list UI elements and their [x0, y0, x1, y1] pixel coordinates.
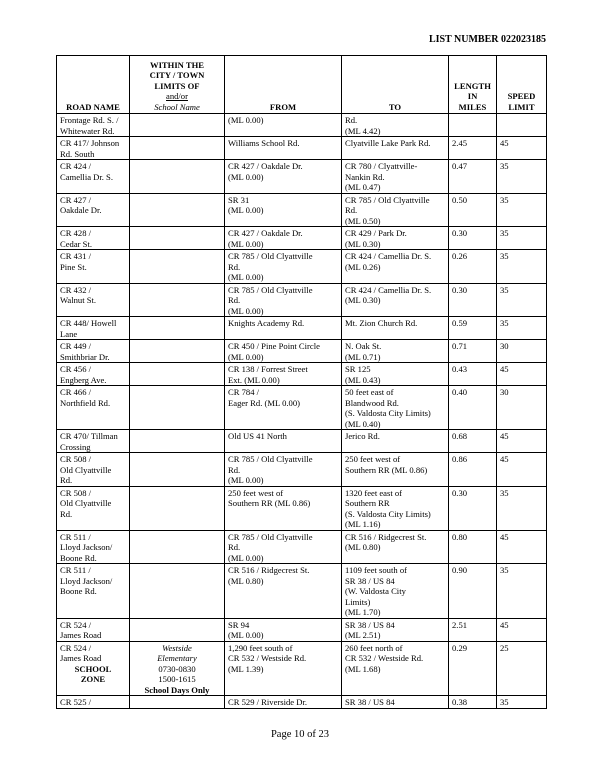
length-cell: 0.90: [449, 564, 497, 619]
to-cell: [342, 618, 449, 641]
length-cell: 0.68: [449, 430, 497, 453]
table-body: [57, 114, 547, 709]
road-name-cell: [57, 340, 130, 363]
to-cell: [342, 486, 449, 530]
from-cell: [225, 160, 342, 194]
school-name: Westside: [162, 642, 192, 653]
to-cell-line: CR 424 / Camellia Dr. S.: [345, 284, 432, 295]
speed-limit-cell: 35: [497, 283, 547, 317]
length-cell: 0.59: [449, 317, 497, 340]
table-row: [57, 564, 547, 619]
road-name-cell-line: James Road: [60, 653, 102, 663]
header-within-and-or: and/or: [166, 91, 188, 101]
road-name-cell-line: Crossing: [60, 441, 91, 452]
from-cell-line: Ext. (ML 0.00): [228, 374, 280, 385]
road-name-cell: [57, 250, 130, 284]
from-cell-line: Knights Academy Rd.: [228, 318, 305, 328]
from-cell: [225, 340, 342, 363]
to-cell-line: (ML 4.42): [345, 125, 381, 136]
to-cell-line: 1109 feet south of: [345, 565, 407, 575]
table-row: [57, 696, 547, 709]
header-within-line: WITHIN THE: [149, 59, 205, 70]
length-cell: 0.29: [449, 641, 497, 696]
to-cell-line: (ML 0.30): [345, 238, 381, 249]
to-cell-line: 260 feet north of: [345, 642, 403, 653]
to-cell-line: CR 532 / Westside Rd.: [345, 653, 424, 663]
road-name-cell-line: Walnut St.: [60, 295, 97, 305]
to-cell-line: Rd.: [345, 205, 358, 215]
road-name-cell: [57, 564, 130, 619]
road-name-cell-line: CR 466 /: [60, 387, 92, 397]
road-name-cell: [57, 386, 130, 430]
from-cell-line: CR 785 / Old Clyattville: [228, 251, 313, 261]
to-cell: [342, 430, 449, 453]
within-limits-cell: [130, 363, 225, 386]
length-cell: 0.43: [449, 363, 497, 386]
to-cell-line: (ML 2.51): [345, 630, 381, 640]
from-cell-line: CR 532 / Westside Rd.: [228, 653, 307, 663]
to-cell-line: (ML 0.50): [345, 215, 381, 226]
from-cell: [225, 137, 342, 160]
to-cell-line: 50 feet east of: [345, 387, 394, 397]
from-cell-line: CR 785 / Old Clyattville: [228, 284, 313, 295]
to-cell-line: SR 38 / US 84: [345, 697, 395, 707]
table-row: [57, 160, 547, 194]
from-cell: [225, 486, 342, 530]
road-name-cell-line: Boone Rd.: [60, 552, 97, 563]
road-name-cell-line: Oakdale Dr.: [60, 205, 102, 215]
from-cell-line: CR 785 / Old Clyattville: [228, 454, 313, 464]
within-limits-cell: [130, 317, 225, 340]
header-within-line: CITY / TOWN: [149, 70, 205, 80]
road-name-cell-line: CR 525 /: [60, 697, 92, 707]
to-cell-line: (ML 1.68): [345, 663, 381, 674]
to-cell-line: SR 38 / US 84: [345, 575, 395, 586]
to-cell-line: CR 429 / Park Dr.: [345, 228, 407, 238]
road-name-cell-line: Lloyd Jackson/: [60, 575, 113, 586]
road-name-cell-line: Cedar St.: [60, 238, 92, 249]
table-header-row: [57, 56, 547, 114]
within-limits-cell: [130, 486, 225, 530]
from-cell-line: Rd.: [228, 542, 241, 552]
from-cell-line: CR 529 / Riverside Dr.: [228, 697, 308, 707]
to-cell: [342, 530, 449, 564]
length-cell: 0.40: [449, 386, 497, 430]
length-cell: 0.71: [449, 340, 497, 363]
road-name-cell: [57, 430, 130, 453]
from-cell-line: CR 427 / Oakdale Dr.: [228, 161, 303, 171]
header-length-line: IN: [467, 91, 478, 101]
from-cell-line: (ML 0.00): [228, 115, 264, 125]
road-name-cell: [57, 618, 130, 641]
speed-limit-cell: 35: [497, 564, 547, 619]
school-zone-time: 0730-0830: [158, 663, 196, 674]
length-cell: 0.80: [449, 530, 497, 564]
table-row: [57, 618, 547, 641]
to-cell: [342, 340, 449, 363]
to-cell-line: Jerico Rd.: [345, 431, 380, 441]
header-within: [130, 56, 225, 114]
within-limits-cell: [130, 227, 225, 250]
road-name-cell: [57, 696, 130, 709]
from-cell: [225, 250, 342, 284]
road-name-cell-line: Rd.: [60, 508, 73, 519]
within-limits-cell: [130, 618, 225, 641]
within-limits-cell: [130, 430, 225, 453]
road-name-cell-line: Rd. South: [60, 148, 95, 159]
road-name-cell-line: Frontage Rd. S. /: [60, 115, 119, 125]
from-cell: [225, 453, 342, 487]
within-limits-cell: [130, 386, 225, 430]
to-cell: [342, 283, 449, 317]
from-cell-line: Rd.: [228, 295, 241, 305]
from-cell-line: CR 784 /: [228, 387, 260, 397]
road-name-cell: [57, 363, 130, 386]
to-cell-line: CR 785 / Old Clyattville: [345, 194, 430, 205]
speed-limit-cell: 35: [497, 317, 547, 340]
to-cell-line: (ML 0.71): [345, 351, 381, 362]
to-cell-line: Clyatville Lake Park Rd.: [345, 138, 431, 148]
to-cell: [342, 564, 449, 619]
to-cell: [342, 696, 449, 709]
within-limits-cell: [130, 250, 225, 284]
road-name-cell-line: CR 470/ Tillman: [60, 431, 118, 441]
to-cell: [342, 193, 449, 227]
speed-limit-cell: 45: [497, 618, 547, 641]
to-cell-line: (ML 0.40): [345, 418, 381, 429]
header-from: FROM: [225, 56, 342, 114]
speed-limit-cell: 30: [497, 340, 547, 363]
to-cell-line: SR 125: [345, 364, 371, 374]
from-cell-line: Southern RR (ML 0.86): [228, 498, 311, 508]
table-row: [57, 114, 547, 137]
road-name-cell: [57, 530, 130, 564]
length-cell: 0.30: [449, 227, 497, 250]
to-cell-line: (W. Valdosta City: [345, 586, 406, 596]
speed-limit-cell: 45: [497, 137, 547, 160]
road-name-cell-line: CR 456 /: [60, 364, 92, 374]
header-speed-line: LIMIT: [508, 101, 535, 112]
within-limits-cell: [130, 696, 225, 709]
header-length-line: LENGTH: [454, 80, 491, 91]
from-cell: [225, 564, 342, 619]
from-cell-line: Old US 41 North: [228, 431, 287, 441]
from-cell-line: (ML 0.00): [228, 351, 264, 362]
to-cell-line: Blandwood Rd.: [345, 397, 399, 408]
header-to: TO: [342, 56, 449, 114]
road-name-cell-line: CR 508 /: [60, 454, 92, 464]
within-limits-cell: [130, 340, 225, 363]
to-cell-line: (ML 0.80): [345, 542, 381, 552]
road-name-cell-line: Old Clyattville: [60, 498, 112, 508]
school-zone-label: SCHOOL: [74, 663, 112, 674]
within-limits-cell: [130, 193, 225, 227]
table-row: [57, 193, 547, 227]
road-name-cell-line: Pine St.: [60, 261, 87, 272]
header-length-line: MILES: [458, 101, 487, 112]
within-limits-cell: [130, 114, 225, 137]
road-name-cell: [57, 114, 130, 137]
header-speed-line: SPEED: [507, 91, 536, 101]
length-cell: 0.47: [449, 160, 497, 194]
length-cell: 0.30: [449, 283, 497, 317]
to-cell-line: 250 feet west of: [345, 454, 401, 464]
to-cell-line: (ML 0.30): [345, 295, 381, 305]
table-row: [57, 641, 547, 696]
speed-limit-cell: 35: [497, 250, 547, 284]
within-limits-cell: [130, 530, 225, 564]
from-cell: [225, 530, 342, 564]
table-row: [57, 453, 547, 487]
to-cell-line: Rd.: [345, 115, 358, 125]
road-name-cell: [57, 641, 130, 696]
to-cell-line: (ML 0.26): [345, 261, 381, 272]
within-limits-cell: [130, 641, 225, 696]
table-row: [57, 283, 547, 317]
to-cell-line: Mt. Zion Church Rd.: [345, 318, 418, 328]
road-name-cell: [57, 227, 130, 250]
road-name-cell-line: James Road: [60, 630, 102, 640]
road-name-cell: [57, 453, 130, 487]
speed-limit-cell: 45: [497, 430, 547, 453]
road-name-cell-line: CR 449 /: [60, 341, 92, 351]
from-cell-line: (ML 0.00): [228, 630, 264, 640]
to-cell: [342, 137, 449, 160]
within-limits-cell: [130, 564, 225, 619]
road-name-cell-line: CR 511 /: [60, 531, 91, 542]
road-name-cell-line: Boone Rd.: [60, 586, 97, 596]
to-cell-line: Limits): [345, 596, 371, 607]
from-cell-line: SR 31: [228, 194, 250, 205]
table-row: [57, 137, 547, 160]
table-row: [57, 430, 547, 453]
speed-limit-cell: 45: [497, 453, 547, 487]
to-cell-line: (ML 0.43): [345, 374, 381, 385]
road-name-cell: [57, 283, 130, 317]
table-row: [57, 363, 547, 386]
header-length: [449, 56, 497, 114]
list-number: LIST NUMBER 022023185: [428, 34, 546, 45]
length-cell: 0.50: [449, 193, 497, 227]
road-name-cell-line: CR 428 /: [60, 228, 92, 238]
to-cell-line: (ML 1.16): [345, 519, 381, 529]
length-cell: [449, 114, 497, 137]
road-name-cell-line: CR 427 /: [60, 194, 92, 205]
road-name-cell-line: CR 432 /: [60, 284, 92, 295]
from-cell-line: (ML 0.00): [228, 238, 264, 249]
school-zone-days: School Days Only: [144, 684, 210, 695]
road-name-cell-line: Smithbriar Dr.: [60, 351, 110, 362]
school-zone-label: ZONE: [80, 674, 106, 684]
road-name-cell-line: CR 511 /: [60, 565, 91, 575]
road-name-cell-line: CR 524 /: [60, 619, 92, 630]
from-cell-line: (ML 0.00): [228, 205, 264, 215]
speed-limit-cell: 30: [497, 386, 547, 430]
from-cell-line: (ML 0.00): [228, 305, 264, 316]
header-road-name: ROAD NAME: [57, 56, 130, 114]
from-cell-line: (ML 0.00): [228, 272, 264, 282]
speed-limit-cell: [497, 114, 547, 137]
to-cell: [342, 250, 449, 284]
from-cell: [225, 386, 342, 430]
table-row: [57, 250, 547, 284]
speed-limit-cell: 35: [497, 486, 547, 530]
road-name-cell: [57, 193, 130, 227]
to-cell-line: (ML 0.47): [345, 182, 381, 192]
speed-limit-cell: 35: [497, 227, 547, 250]
road-speed-table: [56, 55, 547, 709]
road-name-cell-line: CR 524 /: [60, 642, 92, 653]
to-cell: [342, 114, 449, 137]
to-cell-line: CR 424 / Camellia Dr. S.: [345, 251, 432, 261]
road-name-cell: [57, 486, 130, 530]
road-name-cell-line: Whitewater Rd.: [60, 125, 115, 136]
from-cell-line: Eager Rd. (ML 0.00): [228, 397, 300, 408]
road-name-cell-line: Northfield Rd.: [60, 397, 111, 408]
from-cell: [225, 283, 342, 317]
from-cell: [225, 193, 342, 227]
table-row: [57, 486, 547, 530]
to-cell-line: 1320 feet east of: [345, 487, 403, 498]
to-cell-line: Nankin Rd.: [345, 171, 385, 182]
from-cell-line: Rd.: [228, 464, 241, 475]
header-speed: [497, 56, 547, 114]
road-name-cell-line: Lane: [60, 328, 78, 339]
to-cell-line: Southern RR: [345, 498, 390, 508]
to-cell-line: CR 516 / Ridgecrest St.: [345, 531, 427, 542]
header-within-line: LIMITS OF: [154, 80, 200, 91]
from-cell-line: (ML 0.00): [228, 552, 264, 563]
speed-limit-cell: 45: [497, 530, 547, 564]
from-cell-line: (ML 1.39): [228, 663, 264, 674]
to-cell: [342, 227, 449, 250]
from-cell-line: SR 94: [228, 619, 250, 630]
road-name-cell-line: CR 417/ Johnson: [60, 138, 120, 148]
road-name-cell: [57, 137, 130, 160]
road-name-cell-line: CR 508 /: [60, 487, 92, 498]
table-row: [57, 227, 547, 250]
speed-limit-cell: 35: [497, 160, 547, 194]
from-cell: [225, 696, 342, 709]
to-cell: [342, 641, 449, 696]
school-name: Elementary: [157, 653, 197, 663]
speed-limit-cell: 25: [497, 641, 547, 696]
to-cell-line: CR 780 / Clyattville-: [345, 161, 418, 171]
from-cell-line: CR 516 / Ridgecrest St.: [228, 565, 310, 575]
speed-limit-cell: 35: [497, 193, 547, 227]
length-cell: 0.26: [449, 250, 497, 284]
length-cell: 0.30: [449, 486, 497, 530]
from-cell: [225, 363, 342, 386]
road-name-cell-line: Old Clyattville: [60, 464, 112, 475]
road-name-cell-line: Lloyd Jackson/: [60, 542, 113, 552]
road-name-cell-line: CR 431 /: [60, 251, 92, 261]
within-limits-cell: [130, 283, 225, 317]
speed-limit-cell: 35: [497, 696, 547, 709]
to-cell: [342, 386, 449, 430]
road-name-cell-line: Engberg Ave.: [60, 374, 107, 385]
from-cell: [225, 430, 342, 453]
to-cell: [342, 160, 449, 194]
page-number: Page 10 of 23: [270, 729, 330, 740]
from-cell-line: 1,290 feet south of: [228, 642, 293, 653]
header-within-school: School Name: [154, 101, 200, 112]
from-cell: [225, 618, 342, 641]
from-cell-line: CR 785 / Old Clyattville: [228, 531, 313, 542]
from-cell-line: (ML 0.80): [228, 575, 264, 586]
length-cell: 0.38: [449, 696, 497, 709]
to-cell-line: (S. Valdosta City Limits): [345, 408, 431, 418]
from-cell-line: Rd.: [228, 261, 241, 272]
road-name-cell: [57, 160, 130, 194]
within-limits-cell: [130, 137, 225, 160]
from-cell-line: (ML 0.00): [228, 171, 264, 182]
from-cell-line: (ML 0.00): [228, 475, 264, 485]
table-row: [57, 530, 547, 564]
within-limits-cell: [130, 160, 225, 194]
length-cell: 0.86: [449, 453, 497, 487]
road-name-cell-line: Rd.: [60, 475, 73, 485]
road-name-cell-line: CR 424 /: [60, 161, 92, 171]
to-cell-line: SR 38 / US 84: [345, 619, 395, 630]
to-cell: [342, 317, 449, 340]
from-cell-line: CR 427 / Oakdale Dr.: [228, 228, 303, 238]
table-row: [57, 317, 547, 340]
to-cell: [342, 453, 449, 487]
from-cell: [225, 114, 342, 137]
to-cell: [342, 363, 449, 386]
to-cell-line: Southern RR (ML 0.86): [345, 464, 428, 475]
table-row: [57, 340, 547, 363]
to-cell-line: (S. Valdosta City Limits): [345, 508, 431, 519]
road-name-cell-line: CR 448/ Howell: [60, 318, 117, 328]
length-cell: 2.51: [449, 618, 497, 641]
from-cell-line: 250 feet west of: [228, 487, 284, 498]
from-cell-line: CR 450 / Pine Point Circle: [228, 341, 320, 351]
to-cell-line: (ML 1.70): [345, 607, 381, 617]
road-name-cell: [57, 317, 130, 340]
to-cell-line: N. Oak St.: [345, 341, 382, 351]
from-cell: [225, 227, 342, 250]
road-name-cell-line: Camellia Dr. S.: [60, 171, 113, 182]
within-limits-cell: [130, 453, 225, 487]
from-cell: [225, 641, 342, 696]
from-cell: [225, 317, 342, 340]
speed-limit-cell: 45: [497, 363, 547, 386]
length-cell: 2.45: [449, 137, 497, 160]
table-row: [57, 386, 547, 430]
from-cell-line: Williams School Rd.: [228, 138, 300, 148]
from-cell-line: CR 138 / Forrest Street: [228, 364, 308, 374]
school-zone-time: 1500-1615: [158, 674, 196, 684]
